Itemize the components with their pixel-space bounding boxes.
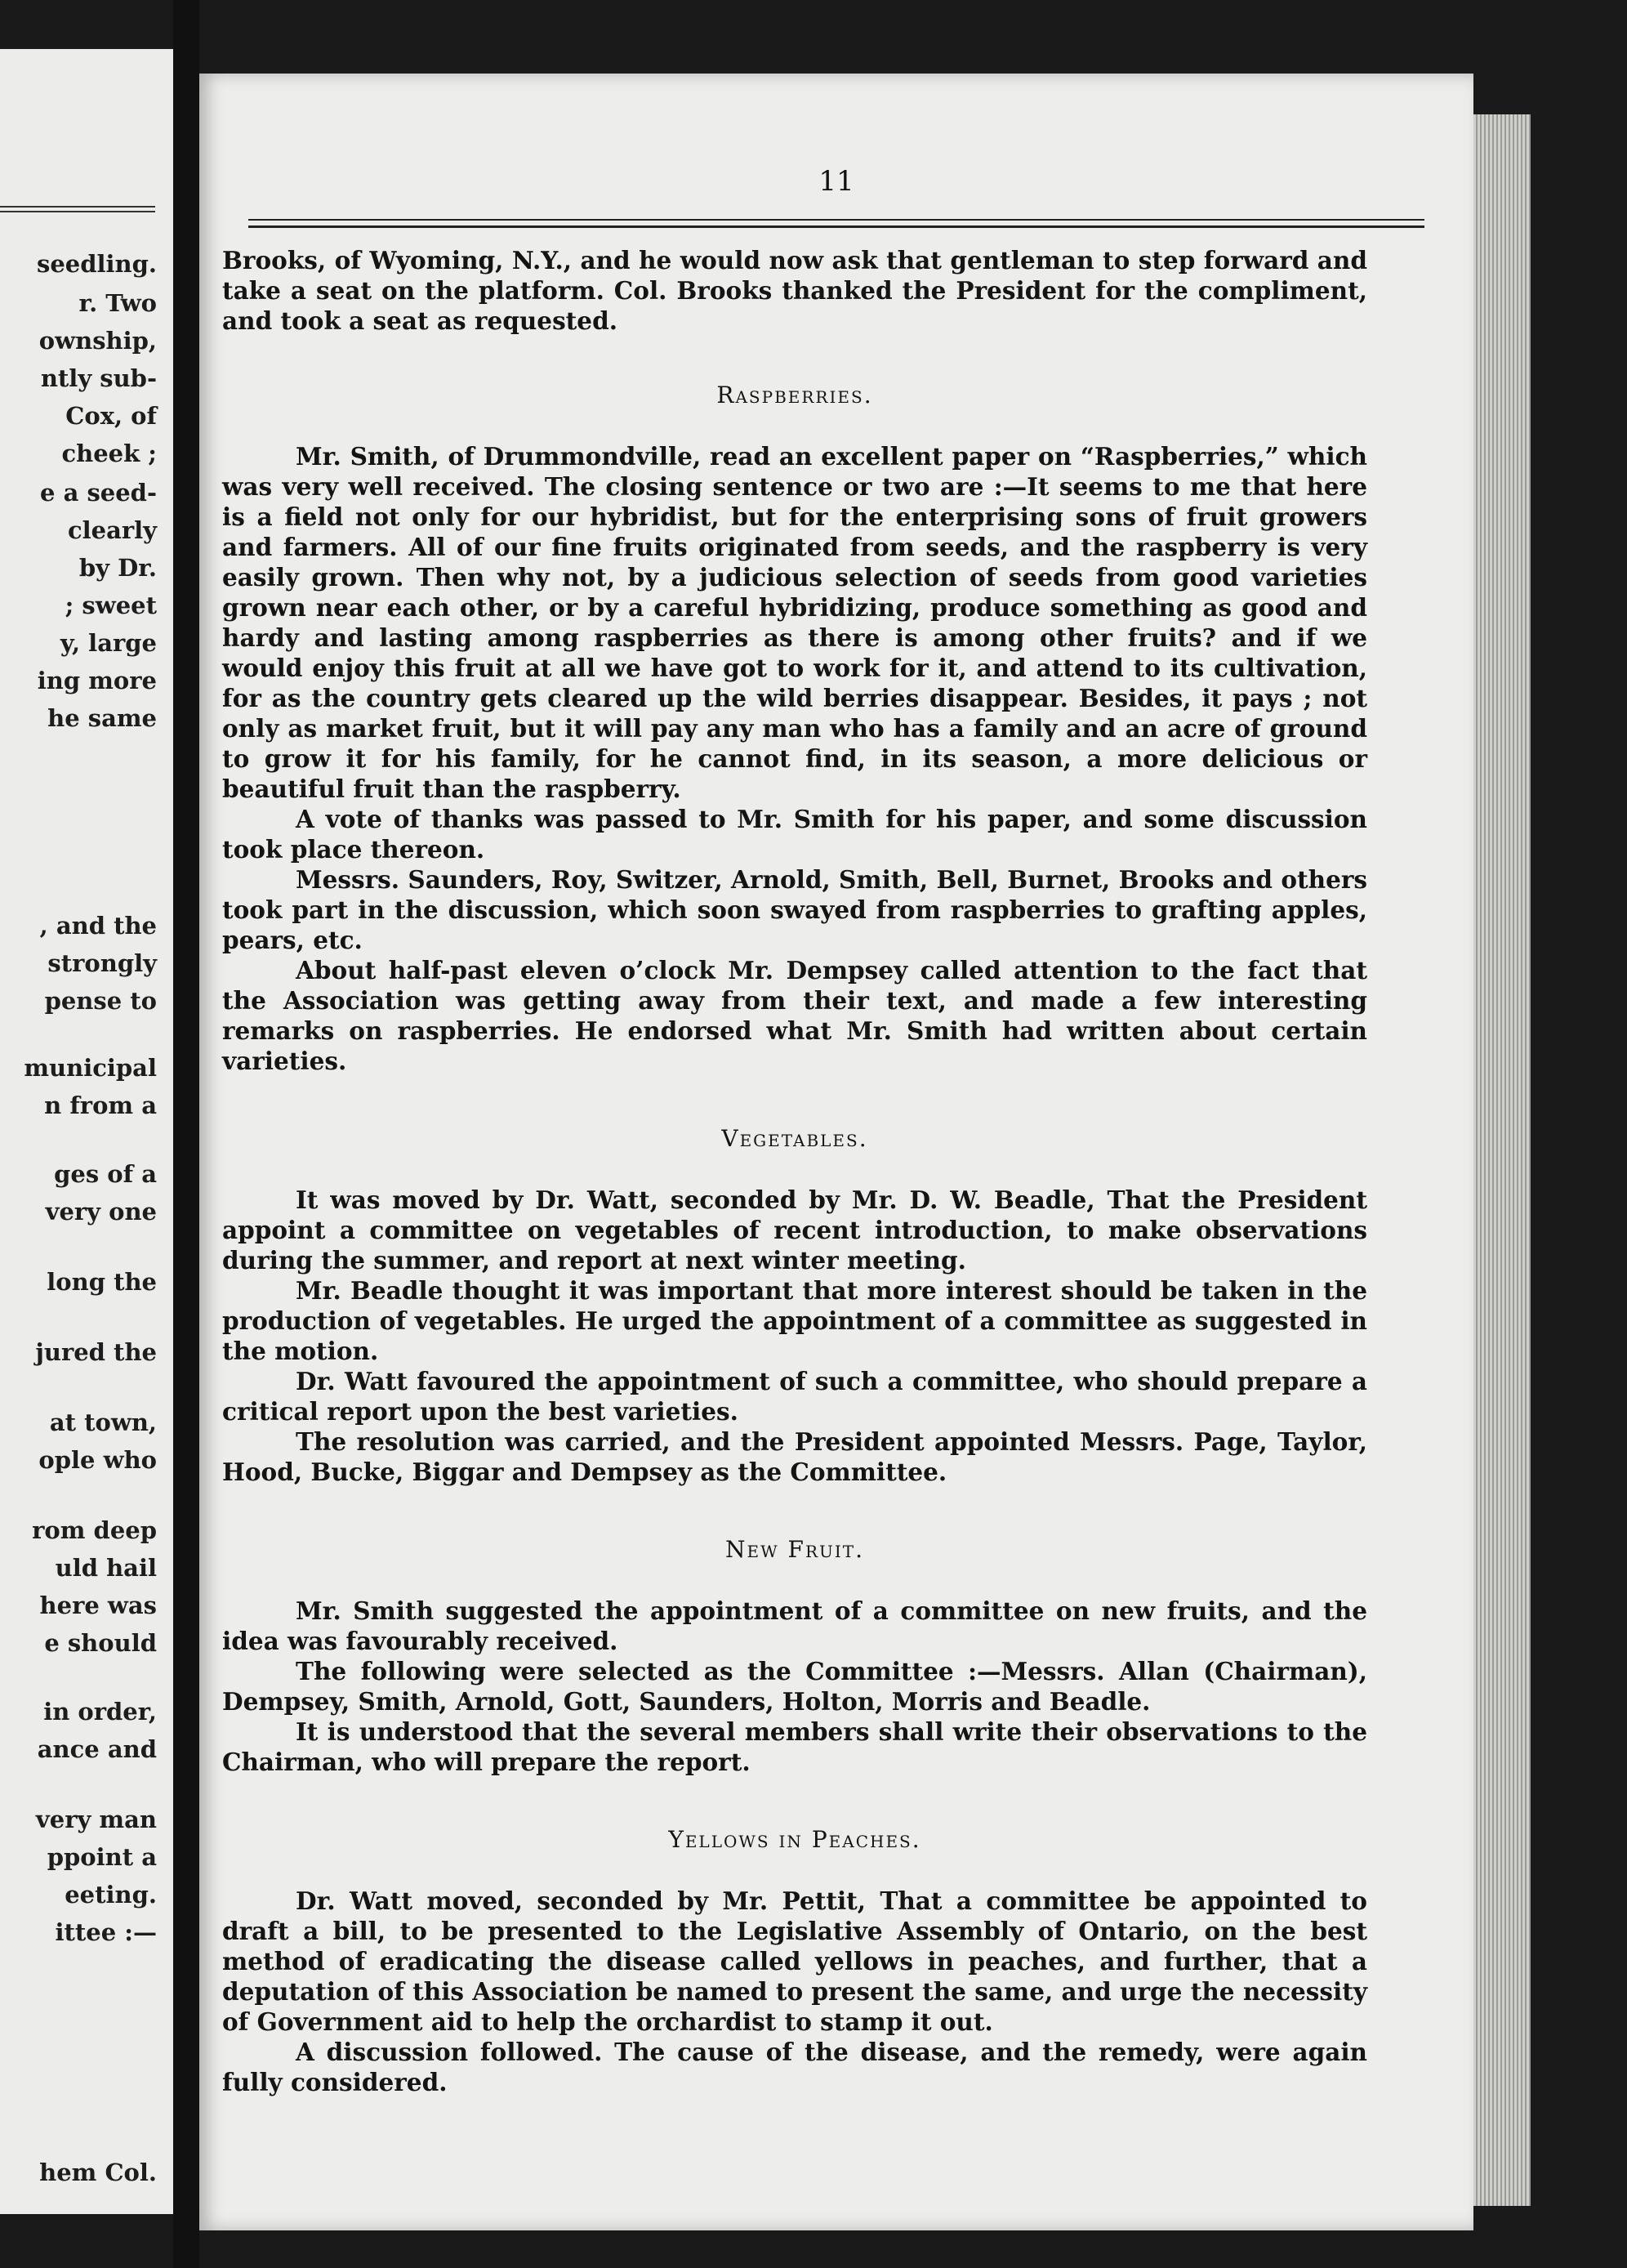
paragraph: Mr. Smith, of Drummondville, read an excellent paper on “Raspberries,” which was very well received. The closing sentence or two are :—It seems to me that here is a field not only for our hybridist, but for the enterprising sons of fruit growers and farmers. All of our fine fruits originated from seeds, and the raspberry is very easily grown. Then why not, by a judicious selection of seeds from good varieties grown near each other, or by a careful hybridizing, produce something as good and hardy and lasting among raspberries as there is among other fruits? and if we would enjoy this fruit at all we have got to work for it, and attend to its cultivation, for as the country gets cleared up the wild berries disappear. Besides, it pays ; not only as market fruit, but it will pay any man who has a family and an acre of ground to grow it for his family, for he cannot find, in its season, a more delicious or beautiful fruit than the raspberry.	[222, 442, 1367, 803]
left-page-line: ittee :—	[55, 1918, 157, 1946]
page-number: 11	[818, 165, 854, 198]
left-page-line: jured the	[35, 1338, 157, 1366]
left-page-line: y, large	[60, 629, 157, 657]
left-facing-page	[0, 49, 173, 2214]
left-page-line: ges of a	[54, 1160, 157, 1188]
left-page-line: very man	[35, 1806, 157, 1833]
left-page-line: e a seed-	[40, 479, 157, 507]
paragraph: The following were selected as the Committee :—Messrs. Allan (Chairman), Dempsey, Smith, Arnold, Gott, Saunders, Holton, Morris and Beadle.	[222, 1657, 1367, 1716]
left-page-line: ance and	[37, 1735, 157, 1763]
paragraph: It is understood that the several members shall write their observations to the Chairman, who will prepare the report.	[222, 1717, 1367, 1776]
section-heading-vegetables: Vegetables.	[721, 1125, 868, 1152]
left-page-line: strongly	[47, 949, 157, 977]
paragraph: About half-past eleven o’clock Mr. Dempsey called attention to the fact that the Association was getting away from their text, and made a few interesting remarks on raspberries. He endorsed what Mr. Smith had written about certain varieties.	[222, 956, 1367, 1075]
page-body	[222, 245, 1367, 2097]
left-page-line: Cox, of	[65, 402, 157, 430]
left-page-line: ownship,	[38, 327, 157, 355]
paragraph: Dr. Watt moved, seconded by Mr. Pettit, That a committee be appointed to draft a bill, to be presented to the Legislative Assembly of Ontario, on the best method of eradicating the disease called yellows in peaches, and further, that a deputation of this Association be named to present the same, and urge the necessity of Government aid to help the orchardist to stamp it out.	[222, 1886, 1367, 2036]
paragraph: Dr. Watt favoured the appointment of such a committee, who should prepare a critical report upon the best varieties.	[222, 1367, 1367, 1426]
left-page-line: here was	[39, 1592, 157, 1619]
book-page	[199, 74, 1473, 2230]
left-page-line: eeting.	[65, 1881, 157, 1909]
book-gutter	[173, 0, 199, 2268]
left-page-line: pense to	[44, 987, 157, 1015]
left-page-line: in order,	[43, 1698, 157, 1726]
left-page-line: hem Col.	[39, 2159, 157, 2186]
left-page-line: ntly sub-	[40, 364, 157, 392]
paragraph: It was moved by Dr. Watt, seconded by Mr. D. W. Beadle, That the President appoint a committee on vegetables of recent introduction, to make observations during the summer, and report at next winter meeting.	[222, 1185, 1367, 1275]
left-page-line: cheek ;	[61, 440, 157, 467]
section-heading-yellows-in-peaches: Yellows in Peaches.	[668, 1826, 921, 1853]
section-heading-raspberries: Raspberries.	[716, 382, 873, 409]
left-page-line: municipal	[24, 1054, 157, 1082]
left-page-line: long the	[47, 1268, 157, 1296]
left-page-line: at town,	[49, 1409, 157, 1436]
left-page-line: ppoint a	[47, 1843, 157, 1871]
paragraph: A discussion followed. The cause of the disease, and the remedy, were again fully considered.	[222, 2038, 1367, 2096]
paragraph: A vote of thanks was passed to Mr. Smith for his paper, and some discussion took place thereon.	[222, 805, 1367, 864]
paragraph: Messrs. Saunders, Roy, Switzer, Arnold, Smith, Bell, Burnet, Brooks and others took part in the discussion, which soon swayed from raspberries to grafting apples, pears, etc.	[222, 865, 1367, 954]
left-page-rule	[0, 206, 155, 212]
left-page-line: n from a	[44, 1092, 157, 1119]
left-page-line: rom deep	[32, 1516, 157, 1544]
left-page-line: seedling.	[37, 250, 157, 278]
left-page-line: he same	[47, 704, 157, 732]
paragraph: Mr. Smith suggested the appointment of a committee on new fruits, and the idea was favourably received.	[222, 1596, 1367, 1655]
paragraph: Mr. Beadle thought it was important that more interest should be taken in the production of vegetables. He urged the appointment of a committee as suggested in the motion.	[222, 1276, 1367, 1365]
left-page-line: ; sweet	[65, 592, 157, 619]
left-page-line: e should	[44, 1629, 157, 1657]
left-page-line: r. Two	[78, 289, 157, 317]
paragraph: The resolution was carried, and the President appointed Messrs. Page, Taylor, Hood, Bucke, Biggar and Dempsey as the Committee.	[222, 1427, 1367, 1486]
left-page-line: , and the	[39, 912, 157, 940]
left-page-line: clearly	[67, 516, 157, 544]
left-page-line: uld hail	[55, 1554, 157, 1582]
left-page-line: by Dr.	[78, 554, 157, 582]
left-page-line: very one	[45, 1198, 157, 1226]
header-rule	[248, 219, 1424, 228]
intro-paragraph: Brooks, of Wyoming, N.Y., and he would now ask that gentleman to step forward and take a seat on the platform. Col. Brooks thanked the President for the compliment, and took a seat as requested.	[222, 246, 1367, 335]
left-page-line: ople who	[38, 1446, 157, 1474]
left-page-line: ing more	[37, 667, 157, 694]
page-stack-edge	[1473, 114, 1531, 2206]
section-heading-new-fruit: New Fruit.	[724, 1536, 865, 1563]
